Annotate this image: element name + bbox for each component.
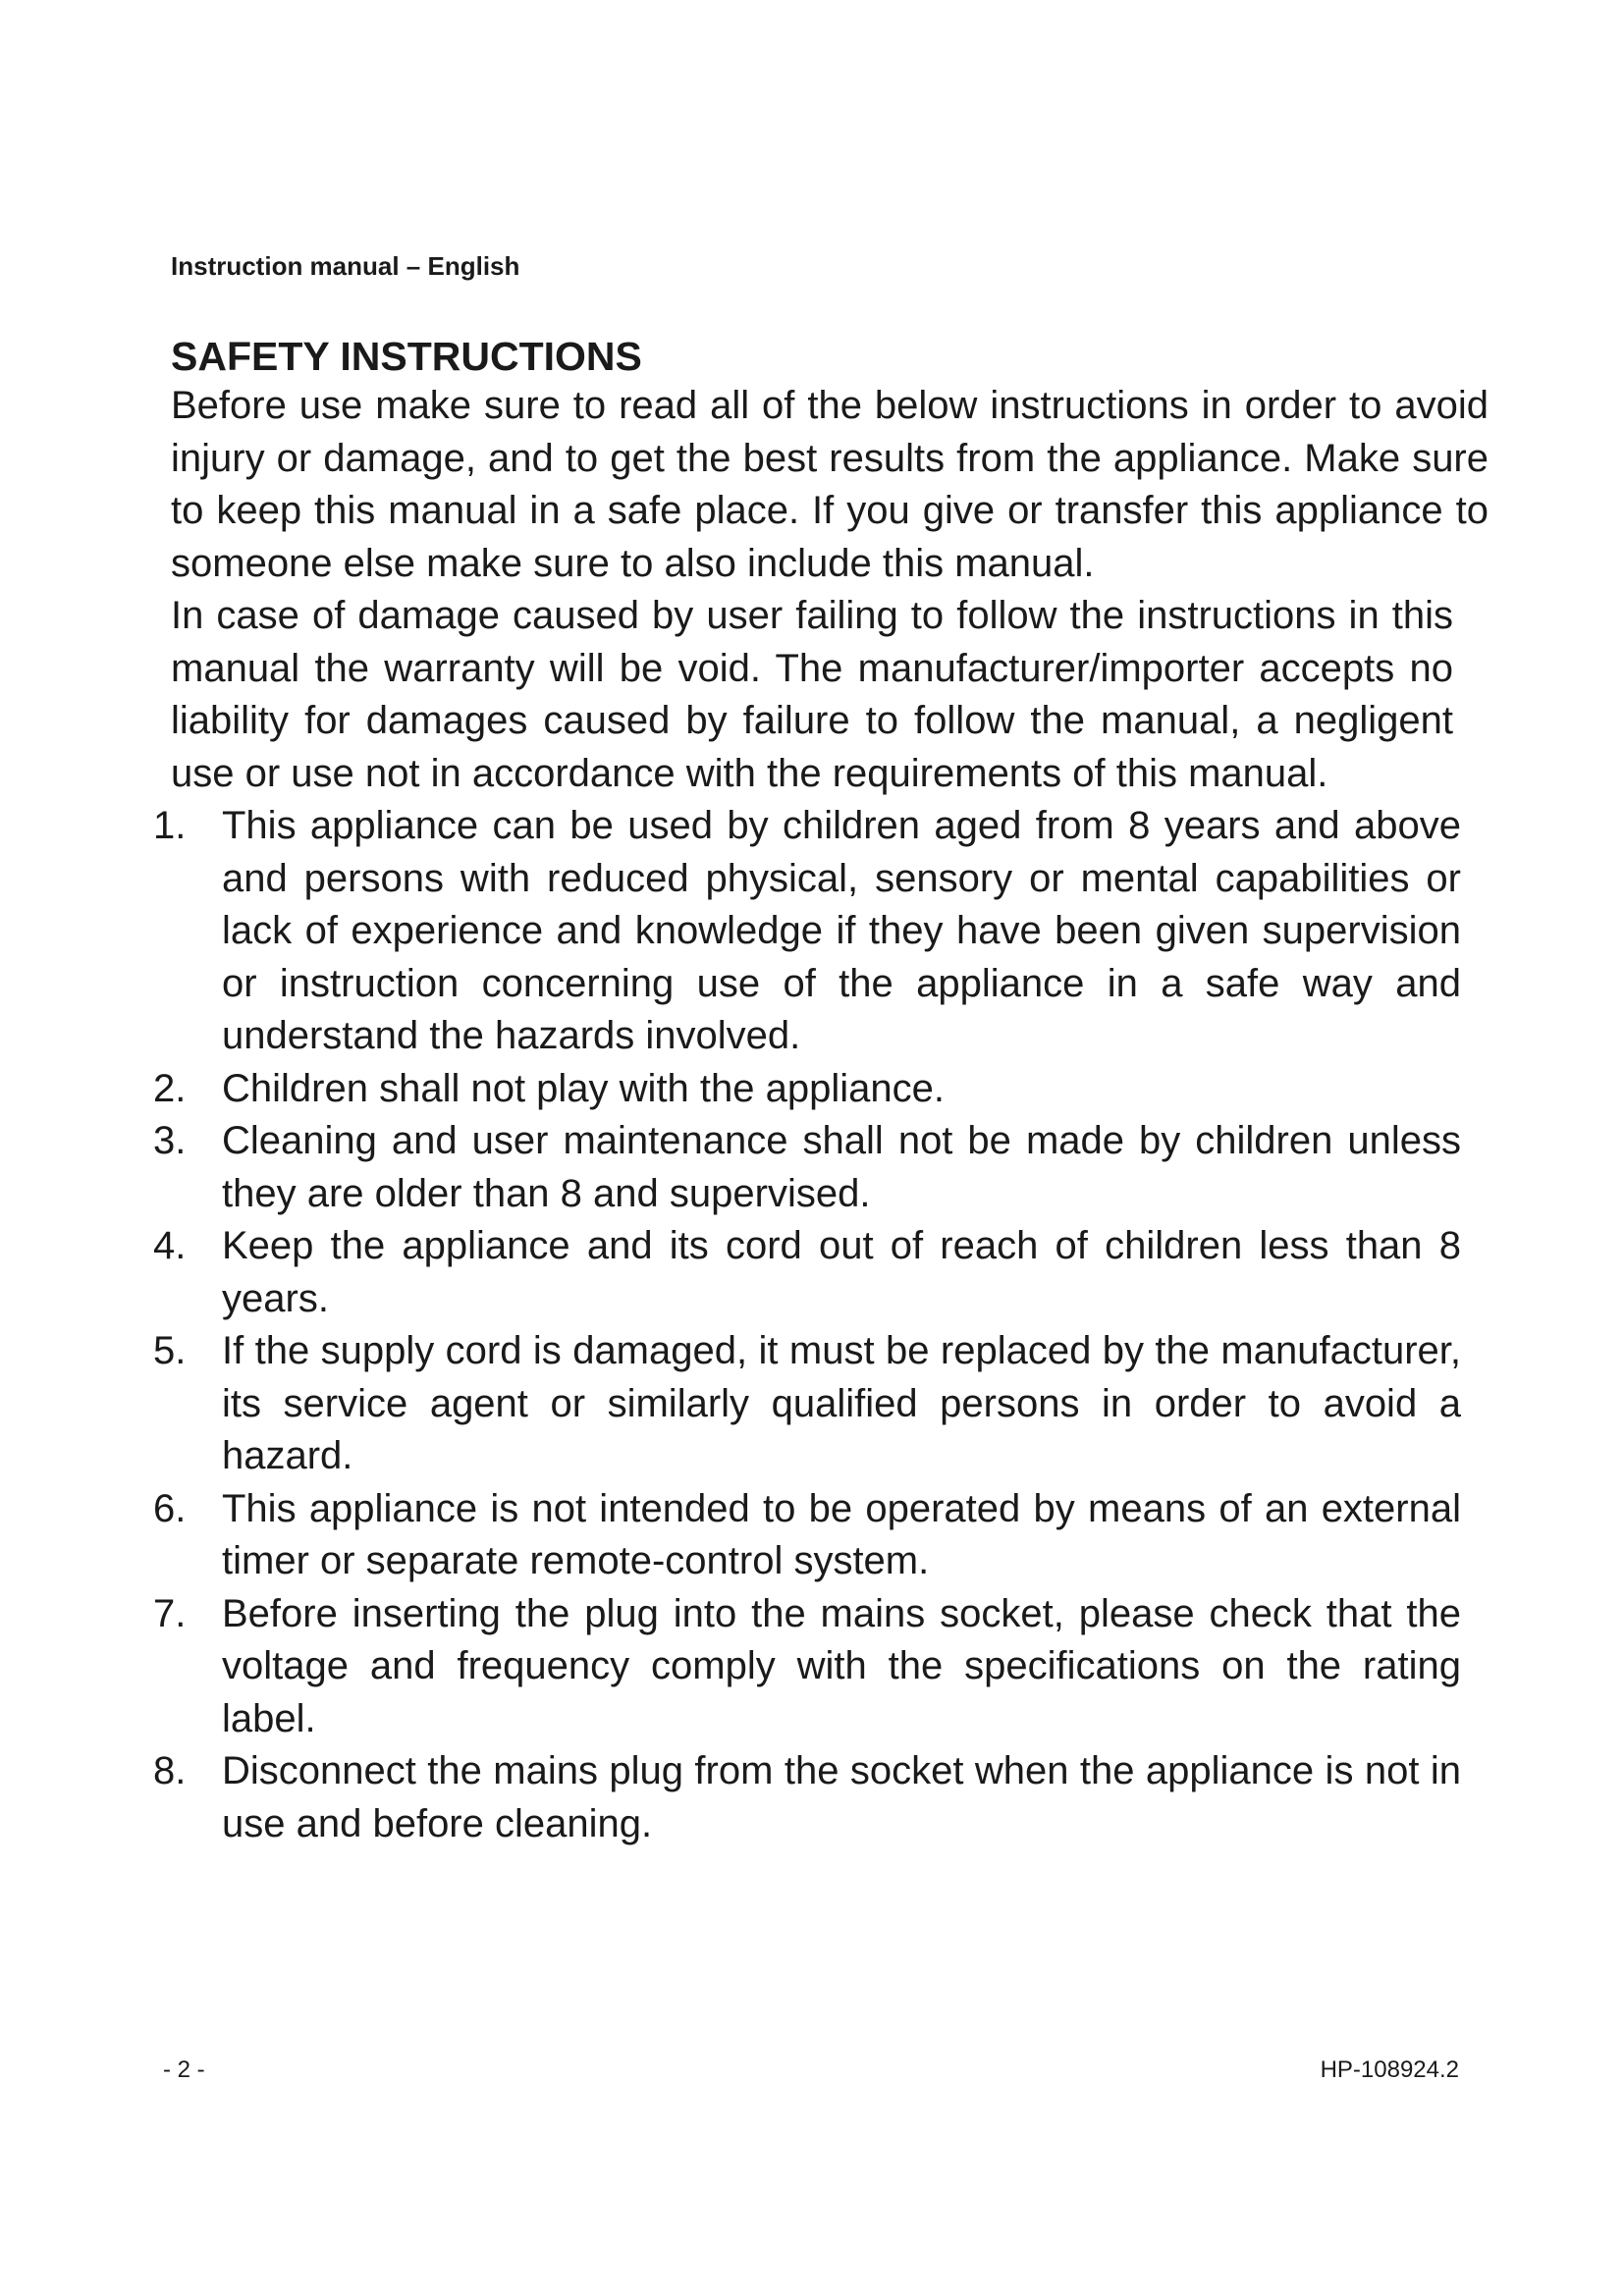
- item-number: 6.: [153, 1486, 187, 1530]
- list-item: [153, 1115, 1461, 1220]
- item-text: This appliance can be used by children aged from 8 years and above and persons with reduced physical, sensory or mental capabilities or lack of experience and knowledge if they have been given supervision or instruction concerning use of the appliance in a safe way and understand the hazards involved.: [222, 804, 1461, 1058]
- item-number: 8.: [153, 1749, 187, 1793]
- list-item: [153, 1325, 1461, 1483]
- document-code: HP-108924.2: [1320, 2056, 1459, 2083]
- item-text: Keep the appliance and its cord out of reach of children less than 8 years.: [222, 1224, 1461, 1320]
- liability-paragraph: In case of damage caused by user failing to follow the instructions in this manual the warranty will be void. The manufacturer/importer accepts no liability for damages caused by failure to follow the manual, a negligent use or use not in accordance with the requirements of this manual.: [171, 594, 1453, 795]
- item-number: 2.: [153, 1066, 187, 1110]
- item-text: Before inserting the plug into the mains socket, please check that the voltage and frequency comply with the specifications on the rating label.: [222, 1591, 1461, 1740]
- list-item: [153, 1745, 1461, 1850]
- list-item: [153, 1483, 1461, 1588]
- item-text: Cleaning and user maintenance shall not be made by children unless they are older than 8 and supervised.: [222, 1119, 1461, 1215]
- intro-paragraph: Before use make sure to read all of the below instructions in order to avoid injury or damage, and to get the best results from the appliance. Make sure to keep this manual in a safe place. If you give or transfer this appliance to someone else make sure to also include this manual.: [171, 384, 1489, 585]
- item-text: Children shall not play with the appliance.: [222, 1066, 945, 1110]
- list-item: [153, 1588, 1461, 1746]
- item-text: If the supply cord is damaged, it must be replaced by the manufacturer, its service agent or similarly qualified persons in order to avoid a hazard.: [222, 1329, 1461, 1478]
- list-item: [153, 800, 1461, 1063]
- safety-instructions-section: [153, 334, 1500, 1850]
- item-number: 3.: [153, 1119, 187, 1163]
- page-number: - 2 -: [163, 2056, 205, 2083]
- safety-list: [153, 800, 1500, 1850]
- list-item: [153, 1063, 1461, 1116]
- item-number: 7.: [153, 1591, 187, 1635]
- item-text: Disconnect the mains plug from the socket when the appliance is not in use and before cleaning.: [222, 1749, 1461, 1845]
- item-number: 4.: [153, 1224, 187, 1268]
- section-title: SAFETY INSTRUCTIONS: [171, 334, 642, 379]
- item-number: 1.: [153, 804, 187, 848]
- manual-language-label: Instruction manual – English: [171, 251, 520, 281]
- item-text: This appliance is not intended to be operated by means of an external timer or separate remote-control system.: [222, 1486, 1461, 1583]
- list-item: [153, 1220, 1461, 1325]
- item-number: 5.: [153, 1329, 187, 1373]
